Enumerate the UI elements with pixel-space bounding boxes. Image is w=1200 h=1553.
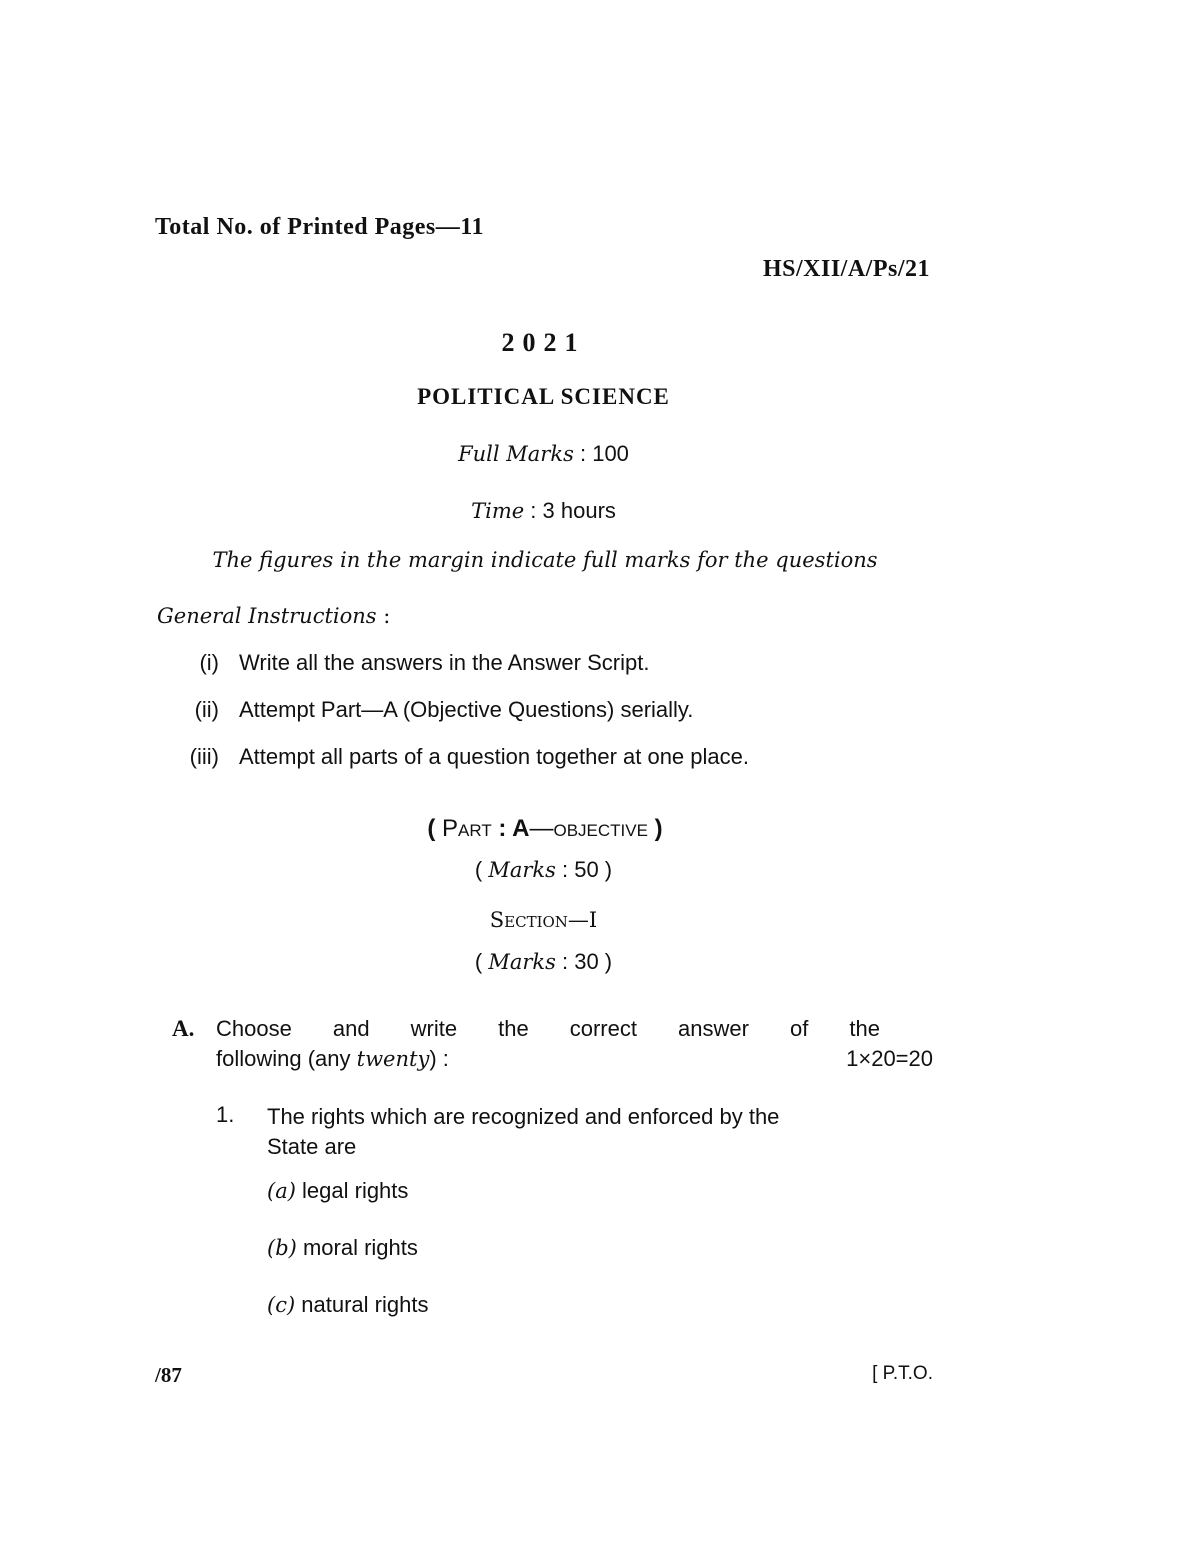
question-word: correct	[569, 1016, 637, 1041]
section-marks-open: (	[474, 949, 489, 974]
part-separator: :	[491, 815, 513, 842]
option-a	[267, 1178, 408, 1204]
instruction-item	[199, 650, 650, 676]
question-word: of	[789, 1016, 809, 1041]
part-type: —objective	[529, 815, 648, 842]
instruction-text: Write all the answers in the Answer Script.	[239, 650, 650, 675]
subject-title: POLITICAL SCIENCE	[417, 384, 670, 409]
option-text: moral rights	[296, 1235, 418, 1260]
footer-pto: [ P.T.O.	[872, 1363, 933, 1384]
section-marks-label: Marks	[488, 950, 556, 974]
question-line2-italic: twenty	[356, 1047, 430, 1071]
part-marks-label: Marks	[488, 858, 556, 882]
instruction-item	[189, 744, 749, 770]
general-instructions-heading	[157, 604, 390, 628]
instruction-item	[194, 697, 694, 723]
footer-code: /87	[155, 1363, 182, 1387]
section-heading: Section—I	[489, 908, 598, 932]
option-letter: (c)	[267, 1293, 296, 1317]
question-word: the	[498, 1016, 529, 1041]
option-letter: (b)	[267, 1236, 297, 1260]
question-word: answer	[678, 1016, 749, 1041]
instruction-number: (ii)	[194, 697, 219, 722]
paper-code: HS/XII/A/Ps/21	[762, 256, 930, 282]
part-marks	[0, 857, 1087, 883]
margin-note: The figures in the margin indicate full marks for the questions	[212, 548, 878, 572]
general-instructions-colon: :	[376, 604, 391, 628]
question-word: Choose	[216, 1016, 292, 1041]
instruction-number: (i)	[199, 650, 219, 675]
time-label: Time	[471, 499, 525, 523]
question-word: write	[410, 1016, 458, 1041]
full-marks-label: Full Marks	[458, 442, 574, 466]
question-word: the	[849, 1016, 880, 1041]
full-marks	[0, 441, 1087, 467]
part-letter: A	[512, 815, 530, 842]
instruction-text: Attempt Part—A (Objective Questions) serially.	[239, 697, 694, 722]
part-open-paren: (	[427, 815, 443, 842]
instruction-number: (iii)	[189, 744, 219, 769]
question-line2-post: ) :	[429, 1046, 449, 1071]
printed-pages-count: Total No. of Printed Pages—11	[155, 214, 484, 240]
part-word: Part	[442, 815, 492, 842]
part-marks-open: (	[474, 857, 489, 882]
option-text: natural rights	[295, 1292, 429, 1317]
option-c	[267, 1292, 428, 1318]
question-letter: A.	[172, 1016, 195, 1041]
item-text-line-1: The rights which are recognized and enforced by the	[267, 1104, 780, 1129]
full-marks-value: : 100	[579, 441, 629, 466]
part-heading	[0, 815, 1090, 843]
instruction-text: Attempt all parts of a question together at one place.	[239, 744, 749, 769]
time-value: : 3 hours	[530, 498, 616, 523]
exam-year: 2021	[501, 328, 586, 357]
section-marks-value: : 30 )	[555, 949, 613, 974]
option-text: legal rights	[295, 1178, 409, 1203]
question-word: and	[332, 1016, 370, 1041]
part-close-paren: )	[647, 815, 663, 842]
option-b	[267, 1235, 418, 1261]
item-text-line-2: State are	[267, 1134, 357, 1159]
option-letter: (a)	[267, 1179, 296, 1203]
part-marks-value: : 50 )	[555, 857, 613, 882]
section-marks	[0, 949, 1087, 975]
exam-time	[0, 498, 1087, 524]
question-line2-pre: following (any	[216, 1046, 357, 1071]
question-line-2	[216, 1046, 449, 1072]
item-number: 1.	[216, 1102, 235, 1127]
question-line-1	[216, 1016, 880, 1042]
question-marks: 1×20=20	[846, 1046, 933, 1071]
general-instructions-label: General Instructions	[157, 604, 377, 628]
item-text	[267, 1102, 779, 1162]
